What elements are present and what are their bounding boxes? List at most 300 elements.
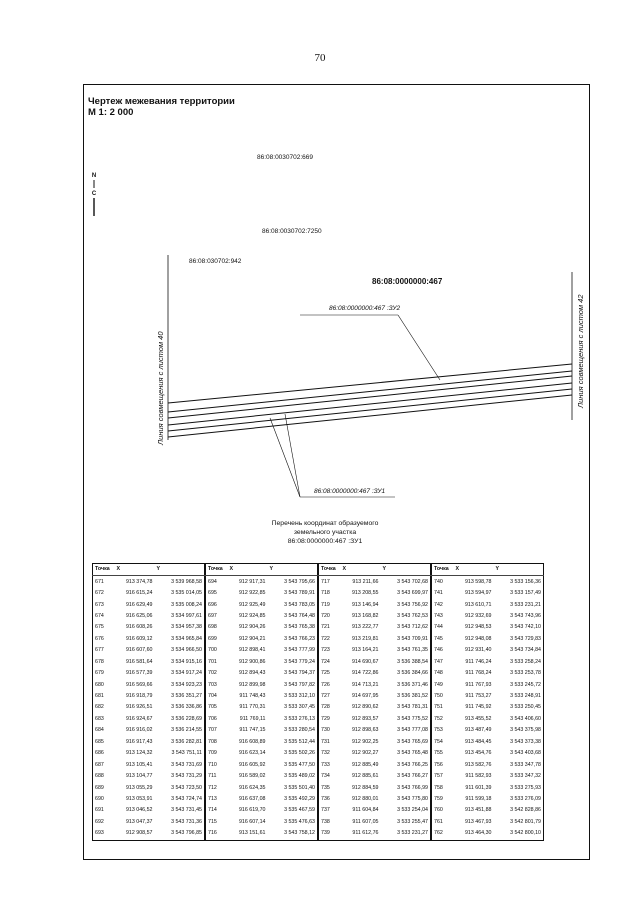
table-row: [319, 817, 431, 828]
header-x: X: [454, 564, 494, 576]
point-number: 746: [434, 647, 443, 654]
table-row: [93, 576, 205, 588]
point-number: 672: [95, 590, 104, 597]
table-row: [206, 599, 318, 610]
parcel-label-zu1: 86:08:0000000:467 :ЗУ1: [314, 488, 386, 495]
coord-y: 3 543 779,24: [284, 658, 315, 665]
coord-x: 912 902,27: [351, 750, 379, 757]
header-y: Y: [381, 564, 431, 576]
coord-x: 913 484,45: [464, 738, 492, 745]
point-number: 688: [95, 773, 104, 780]
coord-y: 3 533 254,04: [397, 807, 428, 814]
coord-x: 914 722,86: [351, 670, 379, 677]
coord-y: 3 535 512,44: [284, 738, 315, 745]
table-row: [319, 828, 431, 840]
table-row: [93, 748, 205, 759]
table-row: [93, 645, 205, 656]
coord-y: 3 534 923,23: [171, 681, 202, 688]
coord-y: 3 543 797,82: [284, 681, 315, 688]
coord-y: 3 536 351,27: [171, 693, 202, 700]
coord-y: 3 539 968,58: [171, 578, 202, 585]
table-row: [93, 611, 205, 622]
table-row: [432, 691, 544, 702]
table-row: [319, 748, 431, 759]
coord-x: 911 599,18: [465, 795, 492, 802]
coord-x: 916 916,02: [125, 727, 153, 734]
point-number: 757: [434, 773, 443, 780]
coord-y: 3 543 743,96: [510, 612, 541, 619]
coord-x: 913 464,30: [464, 830, 492, 837]
point-number: 729: [321, 715, 330, 722]
corridor-line: [168, 383, 572, 425]
table-caption-line: 86:08:0000000:467 :ЗУ1: [287, 538, 363, 545]
table-row: [206, 645, 318, 656]
table-header-row: [206, 564, 318, 576]
table-header-row: [93, 564, 205, 576]
coord-x: 912 908,57: [125, 830, 153, 837]
coord-y: 3 543 762,53: [397, 612, 428, 619]
point-number: 679: [95, 670, 104, 677]
table-row: [206, 771, 318, 782]
table-row: [93, 817, 205, 828]
point-number: 761: [434, 818, 443, 825]
coord-x: 916 569,66: [125, 681, 153, 688]
drawing-title-line: Чертеж межевания территории: [88, 96, 235, 107]
table-row: [432, 702, 544, 713]
header-x: X: [115, 564, 155, 576]
coord-y: 3 543 373,38: [510, 738, 541, 745]
coord-x: 914 713,21: [351, 681, 379, 688]
coord-x: 913 594,97: [464, 590, 492, 597]
coordinate-table: [92, 563, 205, 841]
point-number: 690: [95, 795, 104, 802]
point-number: 723: [321, 647, 330, 654]
table-row: [432, 794, 544, 805]
table-row: [319, 611, 431, 622]
zu1-leader-b: [285, 414, 300, 497]
coord-y: 3 533 312,10: [284, 693, 315, 700]
coord-y: 3 543 765,48: [397, 750, 428, 757]
point-number: 699: [208, 635, 217, 642]
coord-y: 3 534 997,61: [171, 612, 202, 619]
point-number: 747: [434, 658, 443, 665]
page-number: 70: [314, 52, 326, 64]
point-number: 741: [434, 590, 443, 597]
point-number: 709: [208, 750, 217, 757]
drawing-scale: М 1: 2 000: [88, 107, 134, 118]
table-row: [319, 794, 431, 805]
coord-y: 3 543 761,35: [397, 647, 428, 654]
point-number: 722: [321, 635, 330, 642]
point-number: 701: [208, 658, 217, 665]
zu1-leader-a: [270, 418, 300, 497]
table-row: [93, 771, 205, 782]
table-row: [206, 622, 318, 633]
coord-x: 912 904,26: [238, 624, 266, 631]
table-row: [93, 622, 205, 633]
point-number: 686: [95, 750, 104, 757]
coord-x: 911 747,15: [239, 727, 266, 734]
coord-y: 3 534 957,38: [171, 624, 202, 631]
coord-x: 913 047,37: [125, 818, 153, 825]
coord-y: 3 534 966,50: [171, 647, 202, 654]
table-row: [432, 599, 544, 610]
point-number: 682: [95, 704, 104, 711]
coord-x: 911 748,43: [239, 693, 266, 700]
table-row: [206, 714, 318, 725]
table-row: [206, 782, 318, 793]
coord-y: 3 543 724,74: [171, 795, 202, 802]
coord-x: 913 598,78: [464, 578, 492, 585]
table-row: [319, 702, 431, 713]
table-row: [93, 714, 205, 725]
coord-y: 3 542 801,79: [510, 818, 541, 825]
coord-x: 913 104,77: [125, 773, 153, 780]
coord-x: 913 105,41: [125, 761, 153, 768]
coord-y: 3 535 014,05: [171, 590, 202, 597]
coord-y: 3 536 381,52: [397, 693, 428, 700]
coord-x: 913 487,49: [464, 727, 492, 734]
point-number: 751: [434, 704, 443, 711]
table-row: [93, 737, 205, 748]
point-number: 711: [208, 773, 217, 780]
table-row: [93, 657, 205, 668]
point-number: 697: [208, 612, 217, 619]
coord-y: 3 543 756,92: [397, 601, 428, 608]
point-number: 724: [321, 658, 330, 665]
coord-y: 3 533 275,93: [510, 784, 541, 791]
table-row: [206, 817, 318, 828]
coord-y: 3 533 347,78: [510, 761, 541, 768]
coord-y: 3 543 731,36: [171, 818, 202, 825]
coord-x: 913 374,78: [125, 578, 153, 585]
point-number: 727: [321, 693, 330, 700]
coord-y: 3 542 828,86: [510, 807, 541, 814]
coordinate-table: [318, 563, 431, 841]
coord-x: 916 917,43: [125, 738, 153, 745]
table-row: [319, 679, 431, 690]
table-row: [319, 634, 431, 645]
table-row: [206, 725, 318, 736]
coord-y: 3 533 280,54: [284, 727, 315, 734]
table-row: [432, 817, 544, 828]
coord-y: 3 543 766,25: [397, 761, 428, 768]
header-point: Точка: [432, 564, 454, 576]
point-number: 750: [434, 693, 443, 700]
coord-x: 913 055,29: [125, 784, 153, 791]
coord-y: 3 543 783,05: [284, 601, 315, 608]
coord-x: 916 605,92: [238, 761, 266, 768]
point-number: 725: [321, 670, 330, 677]
parcel-label-669: 86:08:0030702:669: [257, 154, 314, 161]
coord-y: 3 543 766,99: [397, 784, 428, 791]
point-number: 758: [434, 784, 443, 791]
table-row: [319, 576, 431, 588]
table-row: [432, 805, 544, 816]
coord-y: 3 543 731,69: [171, 761, 202, 768]
table-row: [432, 748, 544, 759]
coord-y: 3 543 723,50: [171, 784, 202, 791]
point-number: 719: [321, 601, 330, 608]
coord-y: 3 534 915,16: [171, 658, 202, 665]
coord-x: 911 770,31: [239, 704, 266, 711]
point-number: 720: [321, 612, 330, 619]
coord-x: 912 884,59: [351, 784, 379, 791]
coord-x: 912 893,57: [351, 715, 379, 722]
coord-y: 3 533 255,47: [397, 818, 428, 825]
coord-x: 912 932,69: [464, 612, 492, 619]
coord-x: 911 769,11: [239, 715, 266, 722]
point-number: 695: [208, 590, 217, 597]
coord-x: 913 454,76: [464, 750, 492, 757]
coord-y: 3 543 764,48: [284, 612, 315, 619]
coord-y: 3 543 751,11: [171, 750, 202, 757]
table-row: [93, 828, 205, 840]
table-row: [206, 748, 318, 759]
point-number: 714: [208, 807, 217, 814]
point-number: 737: [321, 807, 330, 814]
coord-y: 3 543 742,10: [510, 624, 541, 631]
coord-x: 916 918,79: [125, 693, 153, 700]
coord-y: 3 543 734,84: [510, 647, 541, 654]
table-row: [206, 657, 318, 668]
table-row: [93, 805, 205, 816]
table-row: [432, 634, 544, 645]
north-letter: N: [91, 173, 97, 179]
coord-x: 912 898,63: [351, 727, 379, 734]
table-row: [93, 782, 205, 793]
table-row: [206, 668, 318, 679]
coord-y: 3 533 156,36: [510, 578, 541, 585]
table-row: [93, 725, 205, 736]
coord-x: 916 623,14: [238, 750, 266, 757]
coord-x: 916 577,39: [125, 670, 153, 677]
coord-x: 911 745,92: [465, 704, 492, 711]
point-number: 680: [95, 681, 104, 688]
table-row: [206, 805, 318, 816]
coord-y: 3 536 384,66: [397, 670, 428, 677]
table-row: [206, 576, 318, 588]
coord-y: 3 543 375,98: [510, 727, 541, 734]
road-corridor-lines: [168, 364, 572, 437]
coordinate-table: [431, 563, 544, 841]
point-number: 676: [95, 635, 104, 642]
coord-x: 912 948,53: [464, 624, 492, 631]
coord-y: 3 543 795,66: [284, 578, 315, 585]
coord-x: 912 880,01: [351, 795, 379, 802]
table-row: [93, 679, 205, 690]
table-row: [319, 657, 431, 668]
point-number: 671: [95, 578, 104, 585]
match-line-left-label: Линия совмещения с листом 40: [156, 331, 165, 445]
coord-y: 3 536 388,54: [397, 658, 428, 665]
coord-y: 3 534 917,24: [171, 670, 202, 677]
point-number: 698: [208, 624, 217, 631]
point-number: 687: [95, 761, 104, 768]
table-row: [93, 691, 205, 702]
coord-x: 916 608,89: [238, 738, 266, 745]
table-caption-line: земельного участка: [293, 529, 357, 536]
coord-y: 3 536 336,86: [171, 704, 202, 711]
coord-x: 913 451,88: [464, 807, 492, 814]
coord-x: 916 615,24: [125, 590, 153, 597]
table-row: [206, 794, 318, 805]
point-number: 684: [95, 727, 104, 734]
coord-y: 3 543 777,08: [397, 727, 428, 734]
point-number: 673: [95, 601, 104, 608]
coord-x: 912 885,61: [351, 773, 379, 780]
point-number: 759: [434, 795, 443, 802]
coord-x: 912 948,08: [464, 635, 492, 642]
coordinate-tables: [92, 563, 544, 841]
point-number: 692: [95, 818, 104, 825]
coord-y: 3 533 231,27: [397, 830, 428, 837]
coord-y: 3 535 501,40: [284, 784, 315, 791]
coord-y: 3 535 502,26: [284, 750, 315, 757]
coord-x: 913 582,76: [464, 761, 492, 768]
coord-x: 911 601,39: [465, 784, 492, 791]
coord-y: 3 543 406,60: [510, 715, 541, 722]
coord-x: 916 619,70: [238, 807, 266, 814]
match-line-right-label: Линия совмещения с листом 42: [576, 294, 585, 408]
coord-y: 3 533 307,45: [284, 704, 315, 711]
corridor-line: [168, 389, 572, 431]
table-row: [432, 657, 544, 668]
point-number: 685: [95, 738, 104, 745]
table-header-row: [432, 564, 544, 576]
table-row: [432, 737, 544, 748]
table-row: [319, 782, 431, 793]
corridor-line: [168, 371, 572, 412]
coord-x: 911 604,84: [352, 807, 379, 814]
table-row: [432, 679, 544, 690]
coord-x: 916 607,60: [125, 647, 153, 654]
point-number: 675: [95, 624, 104, 631]
zu2-leader: [398, 315, 440, 380]
coord-y: 3 535 467,59: [284, 807, 315, 814]
point-number: 754: [434, 738, 443, 745]
point-number: 716: [208, 830, 217, 837]
point-number: 693: [95, 830, 104, 837]
coord-x: 912 925,49: [238, 601, 266, 608]
point-number: 717: [321, 578, 330, 585]
coord-x: 913 610,71: [464, 601, 492, 608]
coord-x: 913 146,94: [351, 601, 379, 608]
point-number: 704: [208, 693, 217, 700]
header-y: Y: [155, 564, 205, 576]
table-row: [206, 611, 318, 622]
coord-x: 913 168,82: [351, 612, 379, 619]
point-number: 742: [434, 601, 443, 608]
table-row: [93, 599, 205, 610]
table-row: [432, 714, 544, 725]
coord-x: 913 164,21: [351, 647, 379, 654]
coord-y: 3 543 731,29: [171, 773, 202, 780]
point-number: 745: [434, 635, 443, 642]
table-row: [93, 634, 205, 645]
point-number: 740: [434, 578, 443, 585]
table-row: [319, 714, 431, 725]
table-row: [319, 599, 431, 610]
coord-y: 3 533 231,21: [510, 601, 541, 608]
table-caption: [225, 519, 425, 546]
table-row: [319, 805, 431, 816]
point-number: 739: [321, 830, 330, 837]
header-x: X: [228, 564, 268, 576]
coord-x: 913 151,61: [238, 830, 266, 837]
coord-y: 3 536 282,81: [171, 738, 202, 745]
point-number: 691: [95, 807, 104, 814]
coord-x: 911 767,93: [465, 681, 492, 688]
coord-y: 3 533 248,91: [510, 693, 541, 700]
coord-x: 912 898,41: [238, 647, 266, 654]
coord-y: 3 543 796,85: [171, 830, 202, 837]
coord-y: 3 543 766,23: [284, 635, 315, 642]
coord-y: 3 543 758,12: [284, 830, 315, 837]
table-row: [319, 668, 431, 679]
coord-y: 3 533 253,78: [510, 670, 541, 677]
header-x: X: [341, 564, 381, 576]
coord-x: 912 885,49: [351, 761, 379, 768]
point-number: 696: [208, 601, 217, 608]
point-number: 744: [434, 624, 443, 631]
point-number: 726: [321, 681, 330, 688]
table-row: [432, 645, 544, 656]
coord-x: 912 917,31: [238, 578, 266, 585]
point-number: 762: [434, 830, 443, 837]
coord-x: 913 211,66: [352, 578, 379, 585]
point-number: 706: [208, 715, 217, 722]
coord-x: 916 581,64: [125, 658, 153, 665]
coord-x: 912 902,25: [351, 738, 379, 745]
coord-x: 914 697,95: [351, 693, 379, 700]
coord-y: 3 535 477,50: [284, 761, 315, 768]
coord-x: 916 924,67: [125, 715, 153, 722]
table-row: [319, 737, 431, 748]
coord-x: 914 690,67: [351, 658, 379, 665]
coord-x: 916 637,08: [238, 795, 266, 802]
header-y: Y: [494, 564, 544, 576]
point-number: 674: [95, 612, 104, 619]
point-number: 735: [321, 784, 330, 791]
point-number: 715: [208, 818, 217, 825]
coord-x: 916 624,35: [238, 784, 266, 791]
table-row: [319, 588, 431, 599]
point-number: 736: [321, 795, 330, 802]
point-number: 705: [208, 704, 217, 711]
point-number: 752: [434, 715, 443, 722]
coord-x: 912 900,86: [238, 658, 266, 665]
coord-y: 3 533 250,45: [510, 704, 541, 711]
point-number: 748: [434, 670, 443, 677]
coord-x: 911 746,24: [465, 658, 492, 665]
coord-y: 3 543 794,37: [284, 670, 315, 677]
table-row: [432, 759, 544, 770]
point-number: 721: [321, 624, 330, 631]
coord-x: 916 609,12: [125, 635, 153, 642]
table-row: [319, 725, 431, 736]
table-row: [319, 691, 431, 702]
header-point: Точка: [319, 564, 341, 576]
coord-x: 911 607,05: [352, 818, 379, 825]
point-number: 749: [434, 681, 443, 688]
corridor-line: [168, 395, 572, 437]
table-row: [319, 771, 431, 782]
table-row: [206, 828, 318, 840]
point-number: 713: [208, 795, 217, 802]
point-number: 732: [321, 750, 330, 757]
coord-y: 3 533 276,09: [510, 795, 541, 802]
